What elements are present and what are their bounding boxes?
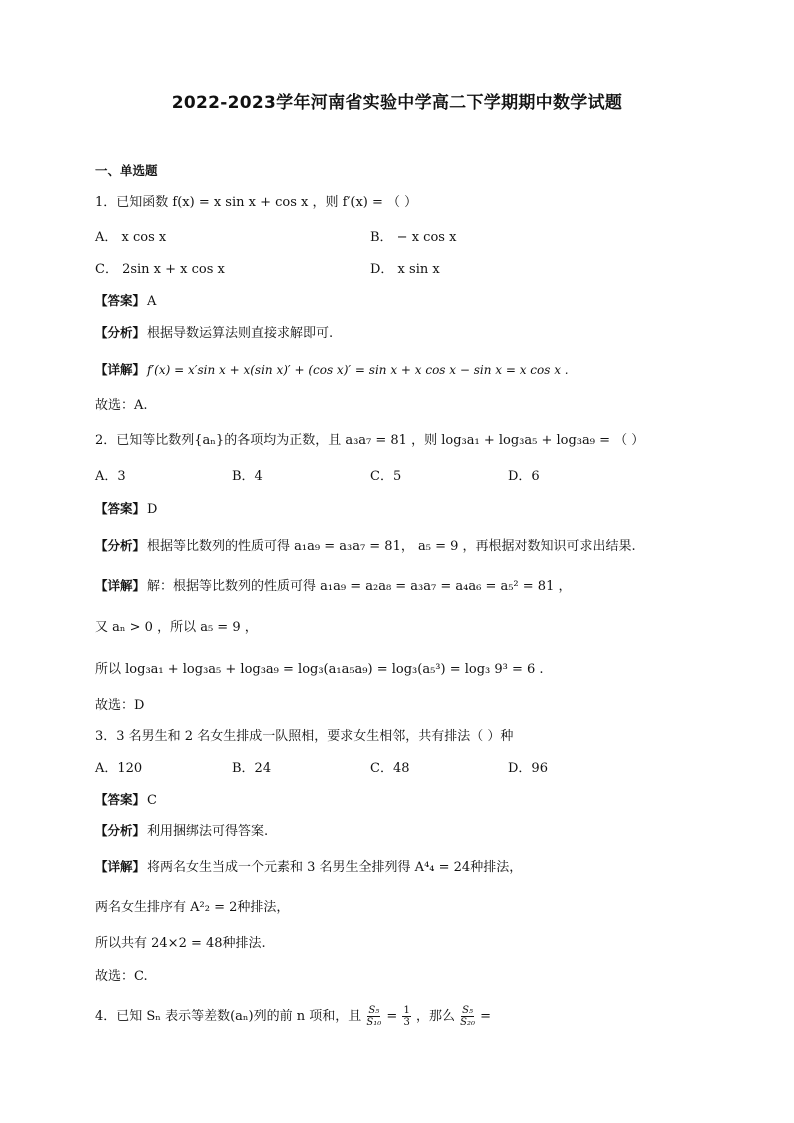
analysis-tag: 【分析】 xyxy=(95,538,146,553)
q3-analysis: 利用捆绑法可得答案. xyxy=(147,824,269,839)
q1-option-c: C． 2sin x + x cos x xyxy=(95,262,225,277)
q1-option-d: D． x sin x xyxy=(370,262,440,277)
q4-equals-2: = xyxy=(480,1009,492,1024)
q4-fraction-2 xyxy=(402,1005,410,1028)
q1-analysis: 根据导数运算法则直接求解即可. xyxy=(147,326,334,341)
detail-tag: 【详解】 xyxy=(95,362,146,377)
q3-stem: 3．3 名男生和 2 名女生排成一队照相，要求女生相邻，共有排法（ ）种 xyxy=(95,729,514,744)
q1-option-a: A． x cos x xyxy=(95,230,167,245)
q2-detail: 解：根据等比数列的性质可得 a₁a₉ = a₂a₈ = a₃a₇ = a₄a₆ = a₅² = 81 ， xyxy=(147,579,572,594)
answer-tag: 【答案】 xyxy=(95,792,146,807)
q3-detail-line-2: 两名女生排序有 A²₂ = 2种排法， xyxy=(95,900,290,915)
q3-detail-line-3: 所以共有 24×2 = 48种排法. xyxy=(95,936,266,951)
q4-equals-1: = xyxy=(386,1009,398,1024)
q4-fraction-2-numerator: 1 xyxy=(403,1005,410,1016)
q3-detail: 将两名女生当成一个元素和 3 名男生全排列得 A⁴₄ = 24种排法， xyxy=(147,860,523,875)
q1-analysis-line xyxy=(95,324,333,343)
q1-answer: A xyxy=(147,294,157,309)
q1-detail: f′(x) = x′sin x + x(sin x)′ + (cos x)′ = sin x + x cos x − sin x = x cos x . xyxy=(147,363,569,377)
detail-tag: 【详解】 xyxy=(95,859,146,874)
q4-fraction-2-denominator: 3 xyxy=(403,1017,410,1028)
q3-choose: 故选：C. xyxy=(95,969,148,984)
analysis-tag: 【分析】 xyxy=(95,325,146,340)
q3-analysis-line xyxy=(95,822,268,841)
page-title: 2022-2023学年河南省实验中学高二下学期期中数学试题 xyxy=(171,93,623,113)
detail-tag: 【详解】 xyxy=(95,578,146,593)
q3-answer-line xyxy=(95,791,157,810)
q3-answer: C xyxy=(147,793,157,808)
q2-option-a: A．3 xyxy=(95,469,126,484)
q3-option-d: D．96 xyxy=(508,761,548,776)
q4-fraction-3 xyxy=(460,1005,475,1028)
answer-tag: 【答案】 xyxy=(95,501,146,516)
q2-analysis: 根据等比数列的性质可得 a₁a₉ = a₃a₇ = 81， a₅ = 9 ，再根据对数知识可求出结果. xyxy=(147,539,636,554)
q4-stem-prefix: 4．已知 Sₙ 表示等差数(aₙ)列的前 n 项和，且 xyxy=(95,1009,362,1024)
q4-stem xyxy=(95,1004,491,1030)
q2-choose: 故选：D xyxy=(95,698,145,713)
q4-fraction-3-denominator: S₂₀ xyxy=(460,1017,475,1028)
analysis-tag: 【分析】 xyxy=(95,823,146,838)
q2-option-d: D．6 xyxy=(508,469,540,484)
q2-detail-line-2: 又 aₙ > 0 ，所以 a₅ = 9 ， xyxy=(95,620,258,635)
q3-option-a: A．120 xyxy=(95,761,143,776)
q4-fraction-1 xyxy=(366,1005,381,1028)
q2-answer: D xyxy=(147,502,158,517)
q1-choose: 故选：A. xyxy=(95,398,148,413)
q2-option-b: B．4 xyxy=(232,469,263,484)
q1-stem: 1．已知函数 f(x) = x sin x + cos x ，则 f′(x) = （ ） xyxy=(95,195,418,210)
section-heading: 一、单选题 xyxy=(95,163,158,178)
q1-detail-line xyxy=(95,361,569,380)
q2-answer-line xyxy=(95,500,157,519)
q1-option-b: B． − x cos x xyxy=(370,230,457,245)
q4-fraction-1-numerator: S₅ xyxy=(368,1005,380,1016)
q3-option-b: B．24 xyxy=(232,761,272,776)
q2-detail-line xyxy=(95,577,571,596)
q1-answer-line xyxy=(95,292,156,311)
q2-option-c: C．5 xyxy=(370,469,402,484)
q4-fraction-3-numerator: S₅ xyxy=(462,1005,473,1016)
q2-stem: 2．已知等比数列{aₙ}的各项均为正数，且 a₃a₇ = 81 ，则 log₃a₁ + log₃a₅ + log₃a₉ = （ ） xyxy=(95,433,645,448)
q2-analysis-line xyxy=(95,537,636,556)
answer-tag: 【答案】 xyxy=(95,293,146,308)
q3-detail-line xyxy=(95,858,522,877)
q2-detail-line-3: 所以 log₃a₁ + log₃a₅ + log₃a₉ = log₃(a₁a₅a₉) = log₃(a₅³) = log₃ 9³ = 6 . xyxy=(95,662,544,677)
q4-stem-middle: ，那么 xyxy=(415,1009,455,1024)
q4-fraction-1-denominator: S₁₀ xyxy=(366,1017,382,1028)
q3-option-c: C．48 xyxy=(370,761,410,776)
